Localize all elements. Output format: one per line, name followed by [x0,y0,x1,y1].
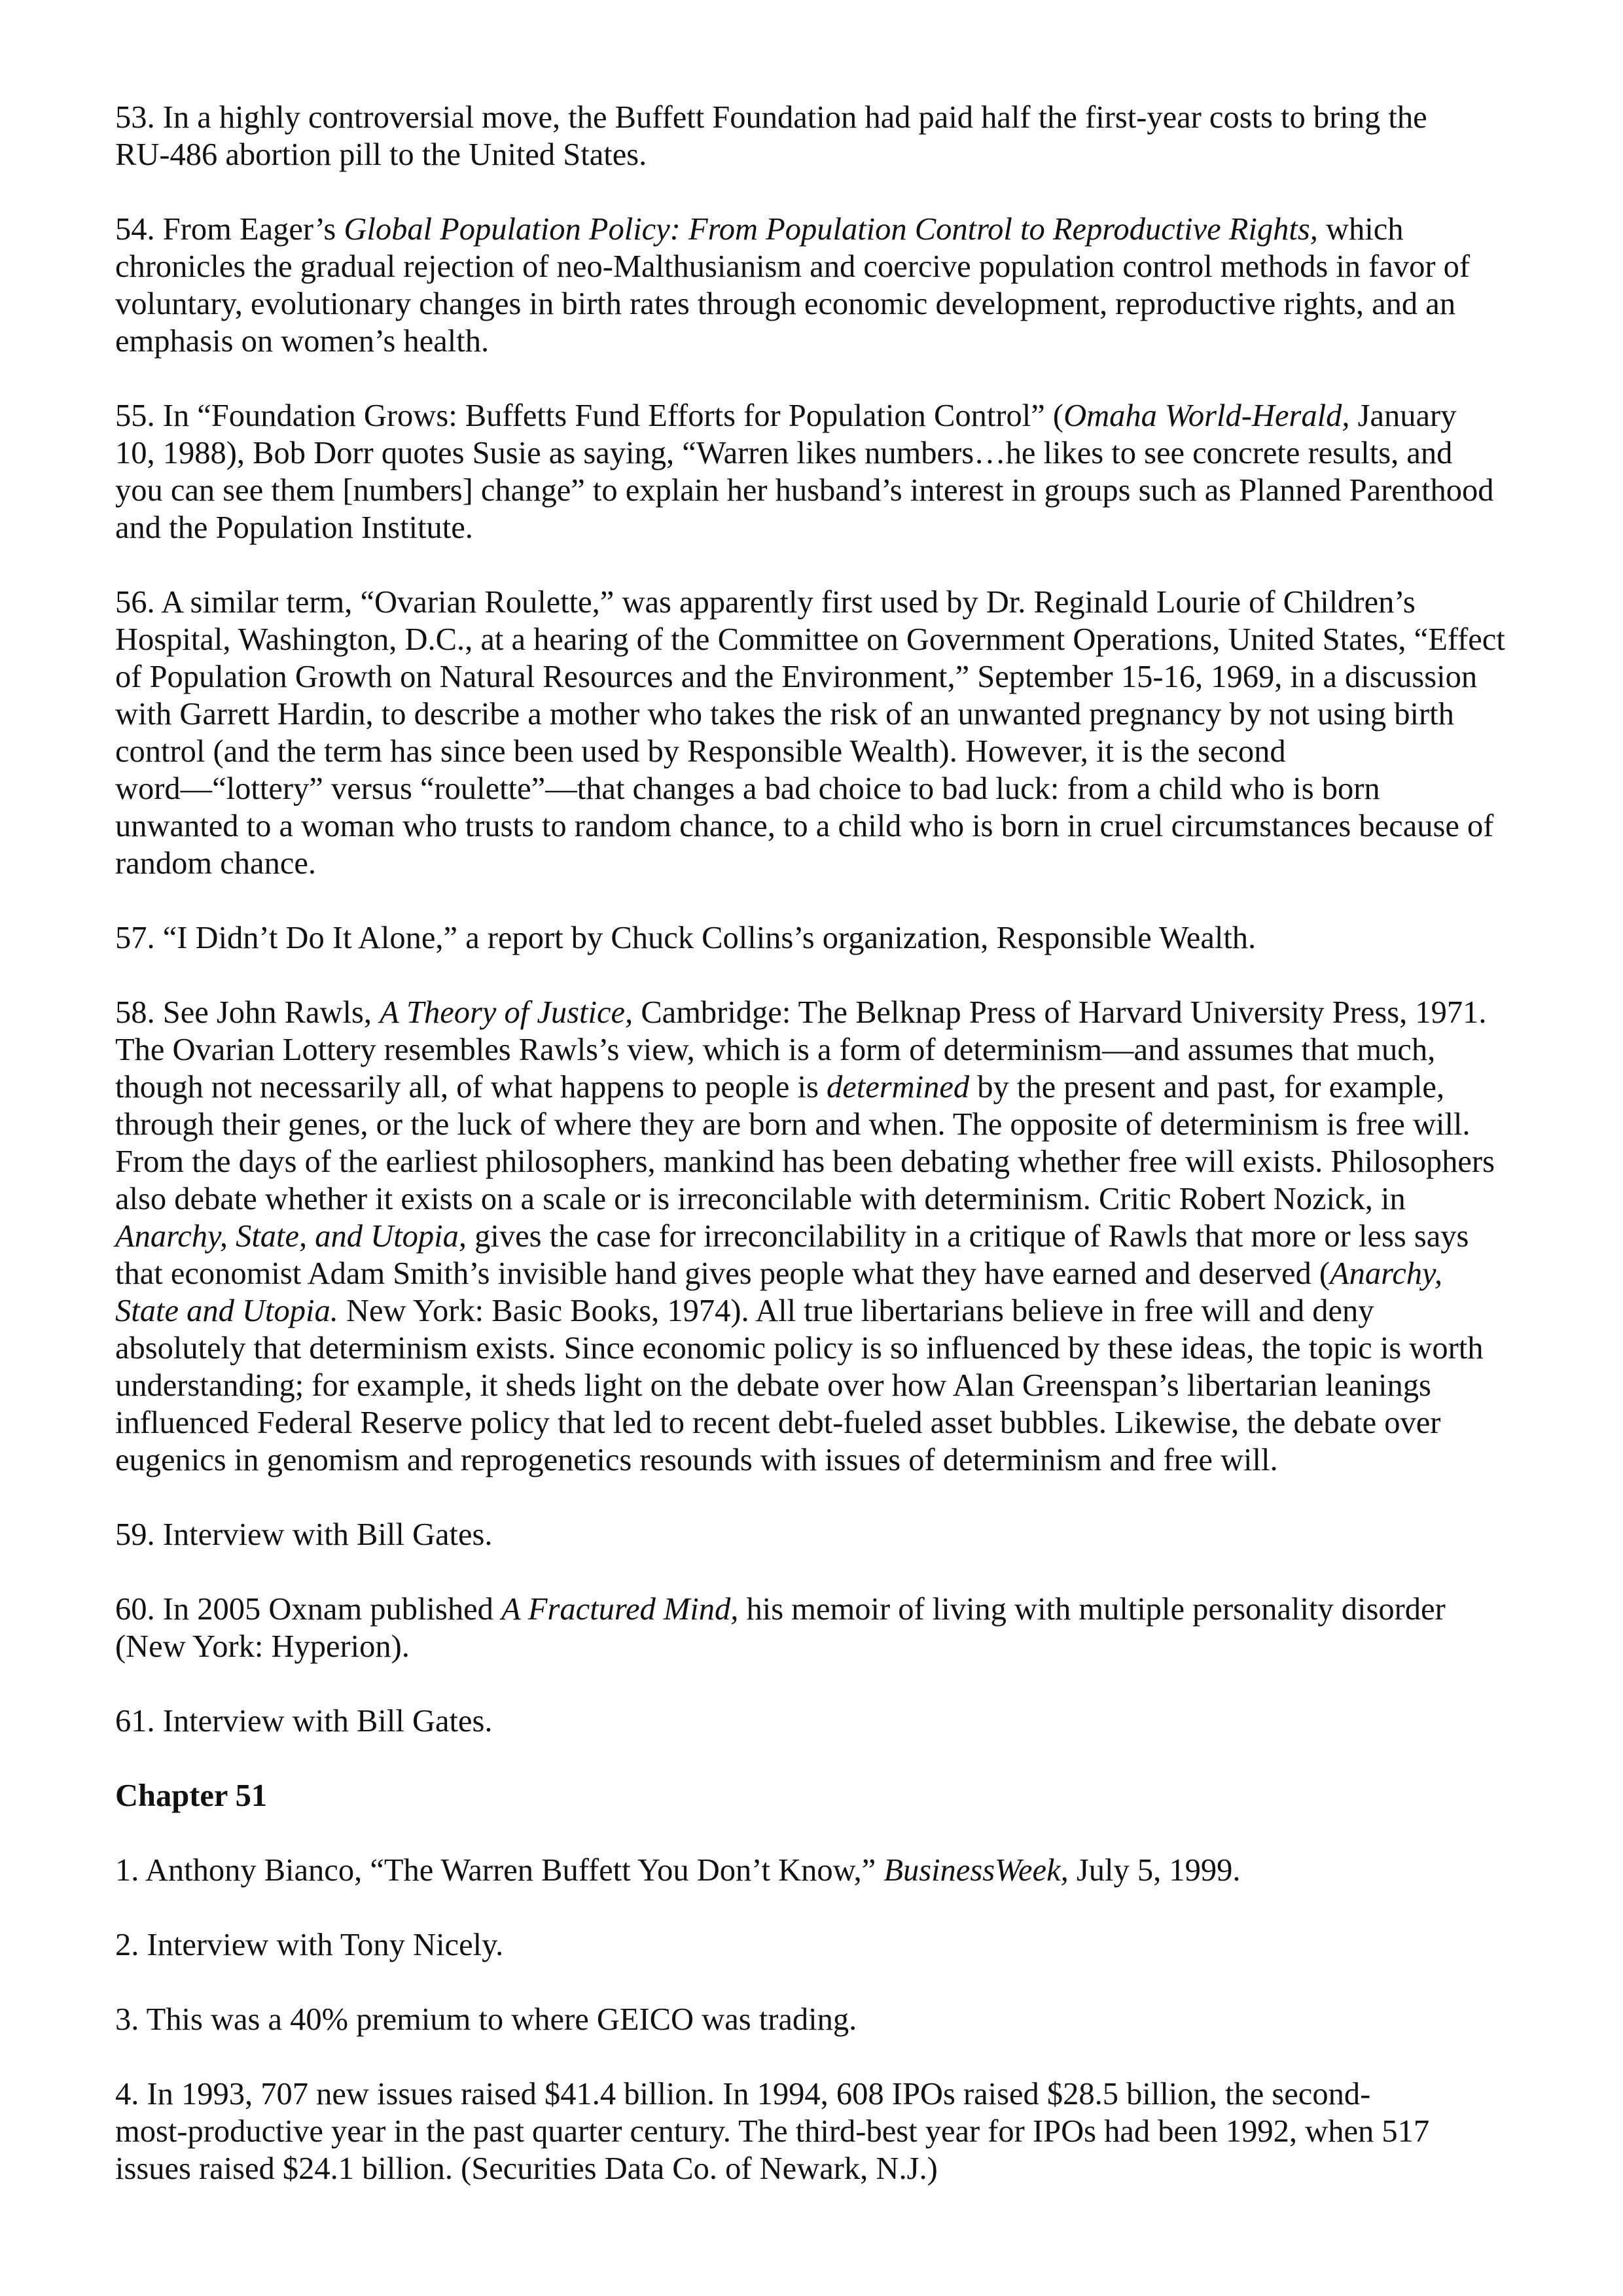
endnote-line [115,472,1588,509]
endnote-line [115,1852,1588,1889]
endnote-line [115,1367,1588,1404]
endnote-line [115,1628,1588,1665]
endnote-line [115,434,1588,472]
endnote-54 [115,211,1588,360]
chapter-51-note-4 [115,2075,1588,2187]
endnote-text: unwanted to a woman who trusts to random chance, to a child who is born in cruel circumstances because of [115,809,1494,843]
endnote-text: and the Population Institute. [115,510,473,545]
endnote-line [115,99,1588,136]
endnote-line [115,1106,1588,1143]
italic-book-title: Global Population Policy: From Population Control to Reproductive Rights, [344,212,1318,247]
endnote-line [115,1926,1588,1964]
endnote-line [115,1330,1588,1367]
endnote-line [115,621,1588,658]
endnote-line [115,994,1588,1031]
endnote-line [115,658,1588,696]
endnote-text: emphasis on women’s health. [115,324,490,359]
chapter-heading: Chapter 51 [115,1778,268,1813]
italic-book-title: Anarchy, State, and Utopia, [115,1219,467,1254]
endnote-text: which [1317,212,1404,247]
endnote-text: 60. In 2005 Oxnam published [115,1592,502,1627]
endnote-text: by the present and past, for example, [969,1070,1445,1104]
endnote-text: From the days of the earliest philosophers, mankind has been debating whether free will exists. Philosophers [115,1144,1495,1179]
endnote-text: through their genes, or the luck of where they are born and when. The opposite of determinism is free will. [115,1107,1471,1142]
endnote-text: understanding; for example, it sheds light on the debate over how Alan Greenspan’s libertarian leanings [115,1368,1431,1403]
endnote-line [115,2150,1588,2187]
endnote-text: gives the case for irreconcilability in a critique of Rawls that more or less says [467,1219,1469,1254]
endnote-text: 55. In “Foundation Grows: Buffetts Fund Efforts for Population Control” ( [115,398,1064,433]
endnote-57 [115,919,1588,957]
endnote-line [115,397,1588,434]
document-page [115,99,1588,2225]
endnote-text: you can see them [numbers] change” to explain her husband’s interest in groups such as Planned Parenthood [115,473,1494,508]
endnote-56 [115,584,1588,882]
endnote-text: (New York: Hyperion). [115,1629,410,1664]
endnote-text: chronicles the gradual rejection of neo-Malthusianism and coercive population control methods in favor of [115,249,1471,284]
endnote-line [115,211,1588,248]
endnote-line [115,696,1588,733]
chapter-51-note-3 [115,2001,1588,2038]
endnote-text: 10, 1988), Bob Dorr quotes Susie as saying, “Warren likes numbers…he likes to see concrete results, and [115,436,1453,470]
endnote-text: though not necessarily all, of what happens to people is [115,1070,827,1104]
endnote-line [115,1703,1588,1740]
endnote-line [115,1218,1588,1255]
italic-book-title: A Fractured Mind, [501,1592,739,1627]
italic-publication-title: Omaha World-Herald, [1063,398,1350,433]
endnote-line [115,584,1588,621]
endnote-text: issues raised $24.1 billion. (Securities Data Co. of Newark, N.J.) [115,2151,938,2186]
endnote-line [115,1516,1588,1553]
endnote-text: 54. From Eager’s [115,212,344,247]
endnote-line [115,1404,1588,1441]
endnote-text: with Garrett Hardin, to describe a mother who takes the risk of an unwanted pregnancy by not using birth [115,697,1454,732]
endnote-line [115,807,1588,845]
chapter-51-note-2 [115,1926,1588,1964]
endnote-text: word—“lottery” versus “roulette”—that changes a bad choice to bad luck: from a child who is born [115,771,1380,806]
endnote-line [115,1069,1588,1106]
endnote-text: his memoir of living with multiple personality disorder [738,1592,1446,1627]
endnote-58 [115,994,1588,1479]
endnote-text: 57. “I Didn’t Do It Alone,” a report by Chuck Collins’s organization, Responsible Wealth. [115,921,1257,955]
italic-emphasis: determined [826,1070,970,1104]
endnote-line [115,845,1588,882]
endnote-line [115,285,1588,323]
endnote-line [115,1180,1588,1218]
endnote-text: 53. In a highly controversial move, the Buffett Foundation had paid half the first-year costs to bring the [115,100,1427,135]
endnote-text: that economist Adam Smith’s invisible hand gives people what they have earned and deserved ( [115,1256,1330,1291]
endnote-55 [115,397,1588,546]
endnote-text: 59. Interview with Bill Gates. [115,1517,493,1552]
endnote-60 [115,1591,1588,1665]
endnote-text: random chance. [115,846,317,881]
endnote-line [115,2113,1588,2150]
endnote-text: RU-486 abortion pill to the United States. [115,137,647,172]
endnote-text: most-productive year in the past quarter century. The third-best year for IPOs had been 1992, when 517 [115,2114,1430,2149]
endnote-line [115,770,1588,807]
endnote-text: 4. In 1993, 707 new issues raised $41.4 billion. In 1994, 608 IPOs raised $28.5 billion, the second- [115,2077,1371,2111]
endnote-line [115,248,1588,285]
endnote-text: Cambridge: The Belknap Press of Harvard University Press, 1971. [633,995,1487,1030]
endnote-text: of Population Growth on Natural Resources and the Environment,” September 15-16, 1969, in a discussion [115,660,1478,694]
italic-publication-title: BusinessWeek, [883,1853,1069,1888]
endnote-line [115,2001,1588,2038]
endnote-line [115,1031,1588,1069]
endnote-line [115,1292,1588,1330]
italic-book-title: A Theory of Justice, [380,995,633,1030]
endnote-text: influenced Federal Reserve policy that led to recent debt-fueled asset bubbles. Likewise, the debate over [115,1405,1441,1440]
endnote-text: January [1349,398,1457,433]
endnote-text: 3. This was a 40% premium to where GEICO was trading. [115,2002,857,2037]
endnote-line [115,1591,1588,1628]
endnote-59 [115,1516,1588,1553]
endnote-text: absolutely that determinism exists. Since economic policy is so influenced by these ideas, the topic is worth [115,1331,1484,1366]
endnote-line [115,1143,1588,1180]
endnote-line [115,733,1588,770]
endnote-text: also debate whether it exists on a scale or is irreconcilable with determinism. Critic Robert Nozick, in [115,1182,1406,1216]
endnote-line [115,2075,1588,2113]
endnote-text: 58. See John Rawls, [115,995,380,1030]
chapter-51-note-1 [115,1852,1588,1889]
endnote-text: eugenics in genomism and reprogenetics resounds with issues of determinism and free will. [115,1443,1278,1477]
endnote-line [115,1255,1588,1292]
italic-book-title: State and Utopia. [115,1294,338,1328]
endnote-line [115,919,1588,957]
endnote-text: 61. Interview with Bill Gates. [115,1704,493,1739]
endnote-text: New York: Basic Books, 1974). All true libertarians believe in free will and deny [338,1294,1374,1328]
endnote-53 [115,99,1588,173]
endnote-text: 1. Anthony Bianco, “The Warren Buffett You Don’t Know,” [115,1853,884,1888]
endnote-text: voluntary, evolutionary changes in birth rates through economic development, reproductive rights, and an [115,287,1456,321]
endnote-61 [115,1703,1588,1740]
endnote-text: 56. A similar term, “Ovarian Roulette,” was apparently first used by Dr. Reginald Lourie of Children’s [115,585,1416,620]
endnote-text: July 5, 1999. [1068,1853,1241,1888]
endnote-text: 2. Interview with Tony Nicely. [115,1928,504,1962]
endnote-text: Hospital, Washington, D.C., at a hearing of the Committee on Government Operations, United States, “Effect [115,622,1505,657]
endnote-line [115,323,1588,360]
endnote-text: The Ovarian Lottery resembles Rawls’s view, which is a form of determinism—and assumes that much, [115,1033,1436,1067]
endnote-line [115,509,1588,546]
endnote-line [115,136,1588,173]
italic-book-title: Anarchy, [1330,1256,1442,1291]
endnote-line [115,1441,1588,1479]
endnote-text: control (and the term has since been used by Responsible Wealth). However, it is the second [115,734,1286,769]
